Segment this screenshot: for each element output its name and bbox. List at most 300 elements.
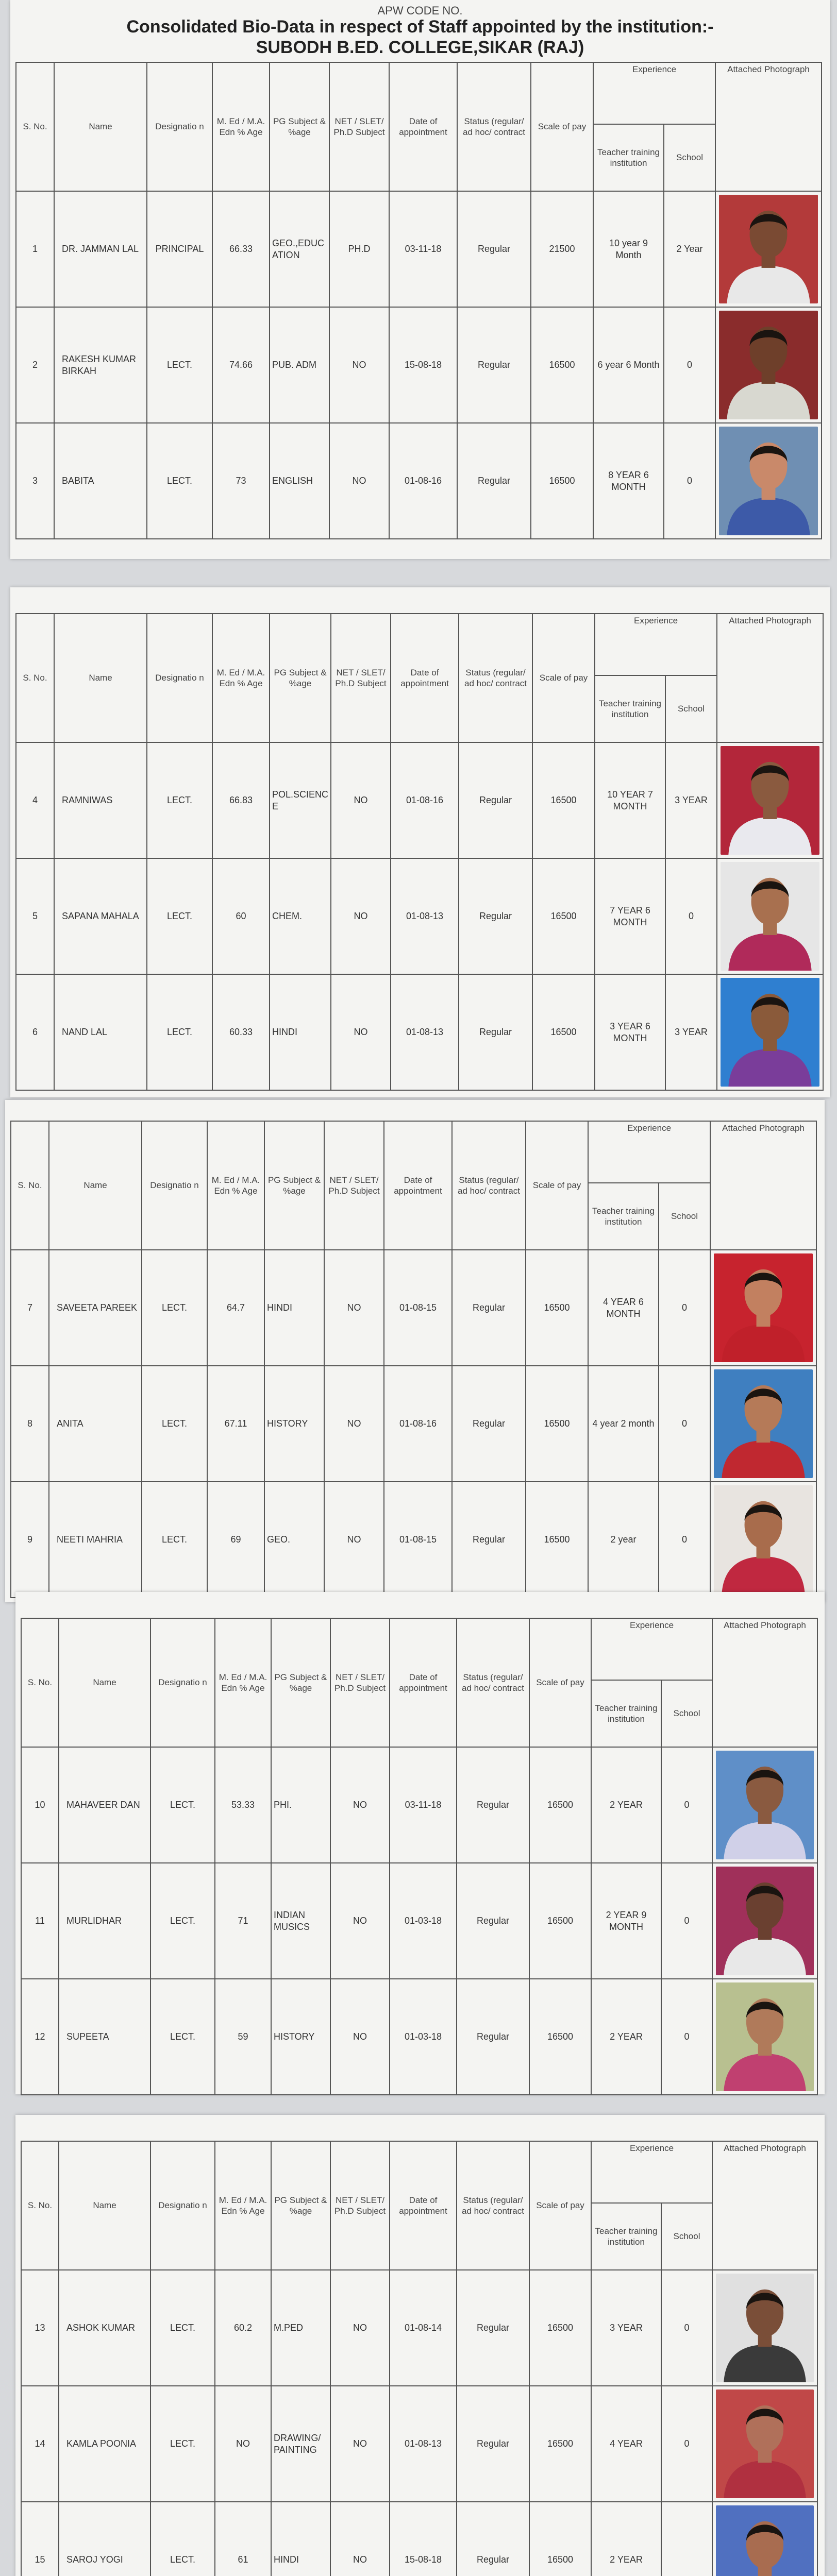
portrait-photo <box>716 1867 814 1975</box>
column-header-experience: Experience <box>588 1121 710 1183</box>
cell-scale: 16500 <box>531 307 593 423</box>
table-row <box>16 423 822 539</box>
table-row <box>21 2270 817 2386</box>
column-header-photo: Attached Photograph <box>712 2141 817 2270</box>
column-header-pg: PG Subject & %age <box>271 2141 330 2270</box>
column-header-pg: PG Subject & %age <box>264 1121 324 1250</box>
cell-scale: 16500 <box>532 858 595 974</box>
cell-sno: 8 <box>11 1366 49 1482</box>
cell-pg: HISTORY <box>271 1979 330 2095</box>
cell-photo <box>710 1366 816 1482</box>
portrait-photo <box>714 1253 813 1362</box>
portrait-photo <box>721 862 819 971</box>
cell-med: NO <box>215 2386 271 2502</box>
college-name: SUBODH B.ED. COLLEGE,SIKAR (RAJ) <box>256 38 584 57</box>
cell-doa: 01-03-18 <box>390 1863 457 1979</box>
column-header-scale: Scale of pay <box>531 62 593 191</box>
column-header-photo: Attached Photograph <box>710 1121 816 1250</box>
cell-scale: 16500 <box>532 742 595 858</box>
cell-med: 60 <box>212 858 270 974</box>
portrait-photo <box>721 746 819 855</box>
staff-table <box>15 62 822 539</box>
cell-pg: GEO. <box>264 1482 324 1598</box>
cell-pg: GEO.,EDUC ATION <box>270 191 329 307</box>
column-header-status: Status (regular/ ad hoc/ contract <box>452 1121 526 1250</box>
cell-school: 0 <box>661 1979 712 2095</box>
cell-sno: 5 <box>16 858 54 974</box>
cell-name: SAPANA MAHALA <box>54 858 147 974</box>
cell-tti: 3 YEAR 6 MONTH <box>595 974 665 1090</box>
cell-tti: 7 YEAR 6 MONTH <box>595 858 665 974</box>
column-header-designation: Designatio n <box>150 1618 215 1747</box>
cell-tti: 3 YEAR <box>591 2270 661 2386</box>
column-header-name: Name <box>54 614 147 742</box>
column-header-pg: PG Subject & %age <box>270 614 331 742</box>
staff-table <box>21 1618 818 2095</box>
cell-sno: 7 <box>11 1250 49 1366</box>
cell-pg: ENGLISH <box>270 423 329 539</box>
cell-net: NO <box>331 974 391 1090</box>
cell-designation: PRINCIPAL <box>147 191 212 307</box>
cell-net: NO <box>330 1747 390 1863</box>
cell-doa: 01-08-13 <box>390 2386 457 2502</box>
cell-net: NO <box>324 1482 384 1598</box>
table-row <box>16 974 823 1090</box>
cell-status: Regular <box>457 1979 529 2095</box>
cell-tti: 4 YEAR 6 MONTH <box>588 1250 659 1366</box>
column-header-photo: Attached Photograph <box>715 62 822 191</box>
cell-school: 0 <box>664 423 715 539</box>
table-row <box>16 191 822 307</box>
cell-designation: LECT. <box>147 423 212 539</box>
scanned-page-1 <box>10 0 830 559</box>
portrait-photo <box>719 427 818 535</box>
cell-med: 61 <box>215 2502 271 2576</box>
cell-name: SAVEETA PAREEK <box>49 1250 142 1366</box>
column-header-sno: S. No. <box>16 62 54 191</box>
cell-scale: 21500 <box>531 191 593 307</box>
cell-doa: 03-11-18 <box>390 1747 457 1863</box>
portrait-photo <box>719 195 818 303</box>
column-header-name: Name <box>54 62 147 191</box>
cell-sno: 15 <box>21 2502 59 2576</box>
cell-tti: 2 YEAR <box>591 1979 661 2095</box>
staff-photograph <box>719 311 818 419</box>
cell-tti: 6 year 6 Month <box>593 307 664 423</box>
staff-photograph <box>719 427 818 535</box>
cell-doa: 01-08-16 <box>389 423 457 539</box>
cell-status: Regular <box>452 1250 526 1366</box>
cell-photo <box>710 1250 816 1366</box>
cell-status: Regular <box>457 2502 529 2576</box>
cell-designation: LECT. <box>142 1250 207 1366</box>
column-header-doa: Date of appointment <box>390 1618 457 1747</box>
column-header-experience: Experience <box>593 62 715 124</box>
column-header-scale: Scale of pay <box>529 1618 591 1747</box>
cell-name: RAKESH KUMAR BIRKAH <box>54 307 147 423</box>
column-header-experience: Experience <box>591 2141 712 2203</box>
cell-med: 69 <box>207 1482 264 1598</box>
cell-photo <box>715 307 822 423</box>
scanned-page-5 <box>15 2115 825 2576</box>
portrait-photo <box>716 1982 814 2091</box>
column-header-med: M. Ed / M.A. Edn % Age <box>212 614 270 742</box>
cell-sno: 11 <box>21 1863 59 1979</box>
column-header-med: M. Ed / M.A. Edn % Age <box>215 1618 271 1747</box>
cell-doa: 03-11-18 <box>389 191 457 307</box>
cell-scale: 16500 <box>526 1366 588 1482</box>
cell-scale: 16500 <box>526 1482 588 1598</box>
cell-name: BABITA <box>54 423 147 539</box>
cell-school: 0 <box>659 1250 710 1366</box>
cell-net: NO <box>331 858 391 974</box>
column-header-scale: Scale of pay <box>529 2141 591 2270</box>
staff-photograph <box>714 1253 813 1362</box>
cell-pg: PHI. <box>271 1747 330 1863</box>
staff-photograph <box>714 1369 813 1478</box>
column-header-status: Status (regular/ ad hoc/ contract <box>457 1618 529 1747</box>
table-row <box>21 2502 817 2576</box>
cell-scale: 16500 <box>529 2502 591 2576</box>
cell-name: NAND LAL <box>54 974 147 1090</box>
cell-med: 67.11 <box>207 1366 264 1482</box>
column-header-med: M. Ed / M.A. Edn % Age <box>212 62 270 191</box>
staff-photograph <box>716 2505 814 2576</box>
cell-tti: 2 YEAR 9 MONTH <box>591 1863 661 1979</box>
scanned-page-3 <box>5 1100 825 1602</box>
cell-photo <box>717 974 823 1090</box>
cell-scale: 16500 <box>532 974 595 1090</box>
table-row <box>11 1250 816 1366</box>
cell-school: 0 <box>659 1366 710 1482</box>
cell-pg: HISTORY <box>264 1366 324 1482</box>
cell-designation: LECT. <box>150 1979 215 2095</box>
staff-photograph <box>721 978 819 1087</box>
cell-status: Regular <box>457 2386 529 2502</box>
cell-tti: 10 year 9 Month <box>593 191 664 307</box>
cell-med: 66.33 <box>212 191 270 307</box>
table-row <box>21 1979 817 2095</box>
column-header-sno: S. No. <box>21 1618 59 1747</box>
cell-sno: 3 <box>16 423 54 539</box>
cell-school: 0 <box>661 1747 712 1863</box>
cell-designation: LECT. <box>147 307 212 423</box>
cell-net: NO <box>330 1863 390 1979</box>
column-header-net: NET / SLET/ Ph.D Subject <box>324 1121 384 1250</box>
cell-doa: 15-08-18 <box>389 307 457 423</box>
cell-net: PH.D <box>329 191 389 307</box>
cell-doa: 01-03-18 <box>390 1979 457 2095</box>
staff-photograph <box>714 1485 813 1594</box>
document-header <box>10 5 830 58</box>
cell-school: 0 <box>661 2386 712 2502</box>
cell-pg: HINDI <box>271 2502 330 2576</box>
cell-status: Regular <box>457 1747 529 1863</box>
cell-doa: 01-08-15 <box>384 1482 452 1598</box>
cell-net: NO <box>324 1250 384 1366</box>
column-header-status: Status (regular/ ad hoc/ contract <box>457 62 531 191</box>
cell-designation: LECT. <box>147 974 212 1090</box>
cell-doa: 01-08-13 <box>391 858 459 974</box>
cell-net: NO <box>324 1366 384 1482</box>
cell-doa: 01-08-16 <box>384 1366 452 1482</box>
cell-scale: 16500 <box>529 1747 591 1863</box>
table-row <box>21 1747 817 1863</box>
cell-status: Regular <box>457 191 531 307</box>
cell-pg: HINDI <box>270 974 331 1090</box>
portrait-photo <box>714 1485 813 1594</box>
cell-med: 71 <box>215 1863 271 1979</box>
cell-photo <box>717 742 823 858</box>
portrait-photo <box>716 1751 814 1859</box>
cell-designation: LECT. <box>150 1863 215 1979</box>
cell-tti: 8 YEAR 6 MONTH <box>593 423 664 539</box>
column-header-status: Status (regular/ ad hoc/ contract <box>457 2141 529 2270</box>
cell-sno: 13 <box>21 2270 59 2386</box>
apw-code: APW CODE NO. <box>377 4 463 17</box>
staff-photograph <box>716 2274 814 2382</box>
cell-med: 59 <box>215 1979 271 2095</box>
cell-sno: 14 <box>21 2386 59 2502</box>
cell-tti: 2 YEAR <box>591 2502 661 2576</box>
cell-designation: LECT. <box>150 2502 215 2576</box>
table-row <box>11 1482 816 1598</box>
cell-tti: 2 year <box>588 1482 659 1598</box>
table-row <box>11 1366 816 1482</box>
column-header-experience: Experience <box>595 614 717 675</box>
cell-school: 0 <box>659 1482 710 1598</box>
cell-sno: 2 <box>16 307 54 423</box>
staff-photograph <box>716 2389 814 2498</box>
cell-designation: LECT. <box>150 2386 215 2502</box>
cell-tti: 10 YEAR 7 MONTH <box>595 742 665 858</box>
cell-scale: 16500 <box>529 2270 591 2386</box>
column-header-scale: Scale of pay <box>526 1121 588 1250</box>
column-header-designation: Designatio n <box>147 62 212 191</box>
cell-name: RAMNIWAS <box>54 742 147 858</box>
cell-net: NO <box>330 2502 390 2576</box>
portrait-photo <box>714 1369 813 1478</box>
column-header-designation: Designatio n <box>150 2141 215 2270</box>
cell-sno: 6 <box>16 974 54 1090</box>
cell-pg: DRAWING/ PAINTING <box>271 2386 330 2502</box>
cell-med: 66.83 <box>212 742 270 858</box>
cell-pg: CHEM. <box>270 858 331 974</box>
cell-photo <box>712 1979 817 2095</box>
cell-pg: HINDI <box>264 1250 324 1366</box>
cell-doa: 01-08-15 <box>384 1250 452 1366</box>
column-header-med: M. Ed / M.A. Edn % Age <box>215 2141 271 2270</box>
cell-photo <box>717 858 823 974</box>
cell-scale: 16500 <box>529 1979 591 2095</box>
table-row <box>16 858 823 974</box>
column-header-doa: Date of appointment <box>389 62 457 191</box>
column-header-school: School <box>661 1680 712 1747</box>
cell-school: 0 <box>661 2270 712 2386</box>
cell-name: MAHAVEER DAN <box>59 1747 150 1863</box>
cell-tti: 4 YEAR <box>591 2386 661 2502</box>
column-header-net: NET / SLET/ Ph.D Subject <box>330 2141 390 2270</box>
column-header-status: Status (regular/ ad hoc/ contract <box>459 614 532 742</box>
cell-sno: 12 <box>21 1979 59 2095</box>
cell-school <box>661 2502 712 2576</box>
column-header-sno: S. No. <box>16 614 54 742</box>
cell-school: 2 Year <box>664 191 715 307</box>
column-header-doa: Date of appointment <box>384 1121 452 1250</box>
cell-name: DR. JAMMAN LAL <box>54 191 147 307</box>
cell-sno: 4 <box>16 742 54 858</box>
staff-photograph <box>721 746 819 855</box>
cell-status: Regular <box>459 858 532 974</box>
cell-name: MURLIDHAR <box>59 1863 150 1979</box>
staff-photograph <box>719 195 818 303</box>
column-header-designation: Designatio n <box>147 614 212 742</box>
cell-doa: 01-08-13 <box>391 974 459 1090</box>
column-header-experience: Experience <box>591 1618 712 1680</box>
cell-pg: PUB. ADM <box>270 307 329 423</box>
cell-photo <box>710 1482 816 1598</box>
cell-designation: LECT. <box>150 1747 215 1863</box>
cell-photo <box>715 191 822 307</box>
cell-status: Regular <box>457 1863 529 1979</box>
cell-scale: 16500 <box>526 1250 588 1366</box>
column-header-scale: Scale of pay <box>532 614 595 742</box>
cell-pg: POL.SCIENC E <box>270 742 331 858</box>
column-header-teacher-training: Teacher training institution <box>588 1183 659 1250</box>
cell-tti: 2 YEAR <box>591 1747 661 1863</box>
column-header-teacher-training: Teacher training institution <box>595 675 665 742</box>
cell-sno: 9 <box>11 1482 49 1598</box>
scanned-page-4 <box>15 1592 825 2094</box>
cell-med: 53.33 <box>215 1747 271 1863</box>
column-header-name: Name <box>49 1121 142 1250</box>
cell-sno: 1 <box>16 191 54 307</box>
cell-status: Regular <box>452 1482 526 1598</box>
cell-designation: LECT. <box>150 2270 215 2386</box>
cell-photo <box>712 2270 817 2386</box>
staff-photograph <box>721 862 819 971</box>
table-row <box>16 742 823 858</box>
cell-name: KAMLA POONIA <box>59 2386 150 2502</box>
column-header-name: Name <box>59 1618 150 1747</box>
column-header-doa: Date of appointment <box>390 2141 457 2270</box>
cell-school: 0 <box>661 1863 712 1979</box>
cell-net: NO <box>329 307 389 423</box>
cell-photo <box>712 2386 817 2502</box>
column-header-school: School <box>665 675 717 742</box>
column-header-sno: S. No. <box>21 2141 59 2270</box>
cell-designation: LECT. <box>147 858 212 974</box>
cell-med: 60.2 <box>215 2270 271 2386</box>
cell-designation: LECT. <box>142 1366 207 1482</box>
column-header-pg: PG Subject & %age <box>270 62 329 191</box>
cell-pg: INDIAN MUSICS <box>271 1863 330 1979</box>
cell-med: 73 <box>212 423 270 539</box>
cell-doa: 01-08-16 <box>391 742 459 858</box>
cell-net: NO <box>330 1979 390 2095</box>
column-header-photo: Attached Photograph <box>712 1618 817 1747</box>
column-header-net: NET / SLET/ Ph.D Subject <box>330 1618 390 1747</box>
staff-photograph <box>716 1867 814 1975</box>
cell-photo <box>712 1747 817 1863</box>
cell-net: NO <box>331 742 391 858</box>
cell-photo <box>715 423 822 539</box>
cell-tti: 4 year 2 month <box>588 1366 659 1482</box>
cell-net: NO <box>330 2270 390 2386</box>
cell-status: Regular <box>452 1366 526 1482</box>
portrait-photo <box>716 2274 814 2382</box>
portrait-photo <box>721 978 819 1087</box>
column-header-doa: Date of appointment <box>391 614 459 742</box>
cell-photo <box>712 1863 817 1979</box>
cell-doa: 01-08-14 <box>390 2270 457 2386</box>
cell-sno: 10 <box>21 1747 59 1863</box>
portrait-photo <box>716 2389 814 2498</box>
cell-status: Regular <box>457 423 531 539</box>
cell-name: SAROJ YOGI <box>59 2502 150 2576</box>
cell-name: SUPEETA <box>59 1979 150 2095</box>
column-header-school: School <box>659 1183 710 1250</box>
scanned-page-2 <box>10 587 830 1097</box>
cell-doa: 15-08-18 <box>390 2502 457 2576</box>
cell-designation: LECT. <box>147 742 212 858</box>
cell-pg: M.PED <box>271 2270 330 2386</box>
cell-school: 0 <box>664 307 715 423</box>
cell-school: 0 <box>665 858 717 974</box>
cell-status: Regular <box>459 974 532 1090</box>
column-header-teacher-training: Teacher training institution <box>593 124 664 191</box>
column-header-teacher-training: Teacher training institution <box>591 1680 661 1747</box>
cell-status: Regular <box>457 307 531 423</box>
cell-designation: LECT. <box>142 1482 207 1598</box>
staff-table <box>15 613 824 1091</box>
cell-scale: 16500 <box>529 2386 591 2502</box>
cell-school: 3 YEAR <box>665 974 717 1090</box>
column-header-name: Name <box>59 2141 150 2270</box>
cell-school: 3 YEAR <box>665 742 717 858</box>
column-header-photo: Attached Photograph <box>717 614 823 742</box>
column-header-teacher-training: Teacher training institution <box>591 2203 661 2270</box>
column-header-school: School <box>664 124 715 191</box>
document-title: Consolidated Bio-Data in respect of Staff appointed by the institution:- <box>126 17 714 37</box>
cell-name: NEETI MAHRIA <box>49 1482 142 1598</box>
column-header-designation: Designatio n <box>142 1121 207 1250</box>
cell-name: ANITA <box>49 1366 142 1482</box>
cell-net: NO <box>330 2386 390 2502</box>
staff-photograph <box>716 1982 814 2091</box>
table-row <box>21 2386 817 2502</box>
cell-net: NO <box>329 423 389 539</box>
column-header-med: M. Ed / M.A. Edn % Age <box>207 1121 264 1250</box>
cell-med: 64.7 <box>207 1250 264 1366</box>
staff-table <box>21 2141 818 2576</box>
column-header-school: School <box>661 2203 712 2270</box>
column-header-net: NET / SLET/ Ph.D Subject <box>329 62 389 191</box>
cell-scale: 16500 <box>529 1863 591 1979</box>
column-header-pg: PG Subject & %age <box>271 1618 330 1747</box>
cell-name: ASHOK KUMAR <box>59 2270 150 2386</box>
staff-table <box>10 1121 817 1598</box>
cell-photo <box>712 2502 817 2576</box>
cell-med: 74.66 <box>212 307 270 423</box>
cell-med: 60.33 <box>212 974 270 1090</box>
cell-status: Regular <box>457 2270 529 2386</box>
column-header-sno: S. No. <box>11 1121 49 1250</box>
column-header-net: NET / SLET/ Ph.D Subject <box>331 614 391 742</box>
table-row <box>21 1863 817 1979</box>
staff-photograph <box>716 1751 814 1859</box>
cell-status: Regular <box>459 742 532 858</box>
